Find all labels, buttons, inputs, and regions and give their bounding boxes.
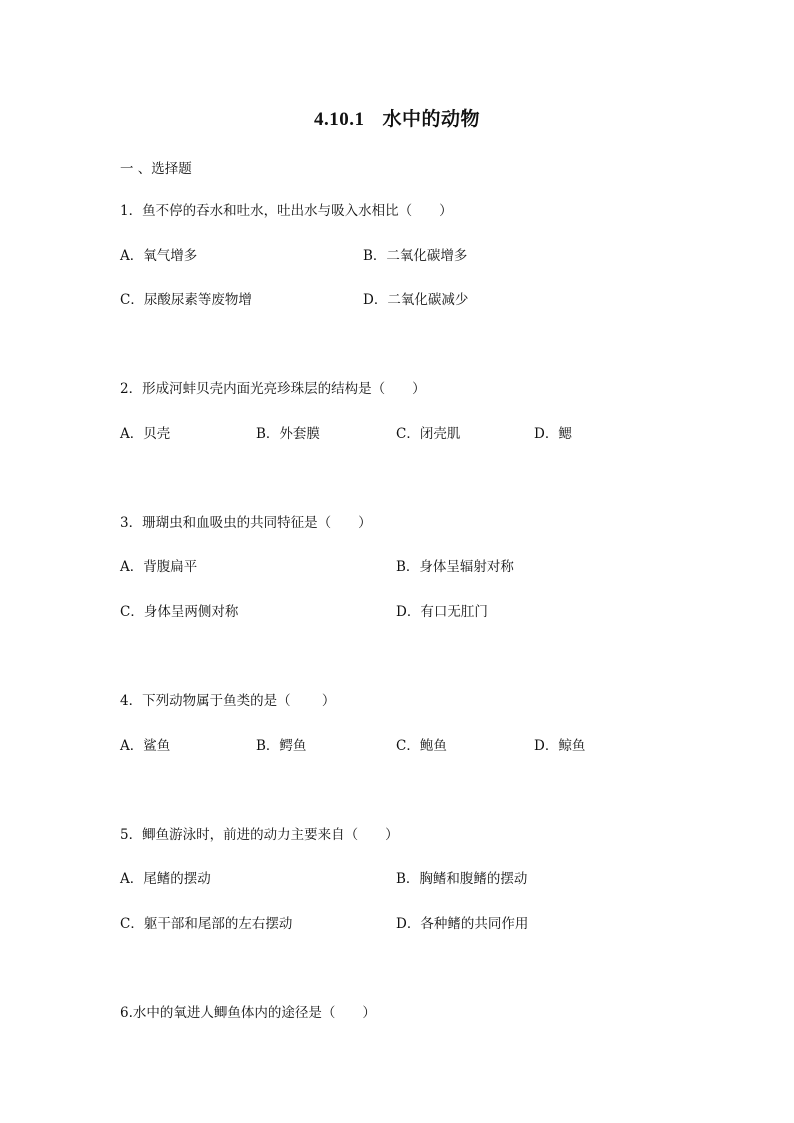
question-2-option-d: D．鳃: [534, 426, 572, 442]
question-3-option-a: A．背腹扁平: [120, 559, 198, 575]
question-1-option-a: A．氧气增多: [120, 248, 198, 264]
question-4-option-b: B．鳄鱼: [256, 738, 307, 754]
question-4-stem: 4．下列动物属于鱼类的是（ ）: [120, 693, 336, 709]
question-5-option-c: C．躯干部和尾部的左右摆动: [120, 916, 293, 932]
question-2-stem: 2．形成河蚌贝壳内面光亮珍珠层的结构是（ ）: [120, 381, 426, 397]
question-4-option-d: D．鲸鱼: [534, 738, 586, 754]
question-1-option-b: B．二氧化碳增多: [363, 248, 468, 264]
question-5-stem: 5．鲫鱼游泳时，前进的动力主要来自（ ）: [120, 827, 399, 843]
question-3-option-d: D．有口无肛门: [396, 604, 488, 620]
question-3-option-c: C．身体呈两侧对称: [120, 604, 239, 620]
title-number: 4.10.1: [313, 109, 365, 130]
question-4-option-c: C．鲍鱼: [396, 738, 447, 754]
question-5-option-a: A．尾鳍的摆动: [120, 871, 211, 887]
question-2-option-a: A．贝壳: [120, 426, 171, 442]
question-5-option-d: D．各种鳍的共同作用: [396, 916, 529, 932]
question-1-option-d: D．二氧化碳减少: [363, 292, 469, 308]
question-3-stem: 3．珊瑚虫和血吸虫的共同特征是（ ）: [120, 515, 372, 531]
question-5-option-b: B．胸鳍和腹鳍的摆动: [396, 871, 528, 887]
question-1-option-c: C．尿酸尿素等废物增: [120, 292, 252, 308]
question-4-option-a: A．鲨鱼: [120, 738, 171, 754]
question-2-option-b: B．外套膜: [256, 426, 320, 442]
question-3-option-b: B．身体呈辐射对称: [396, 559, 514, 575]
question-1-stem: 1．鱼不停的吞水和吐水，吐出水与吸入水相比（ ）: [120, 203, 453, 219]
page-title: [0, 104, 794, 131]
section-heading: 一 、选择题: [120, 161, 192, 177]
title-text: 水中的动物: [382, 108, 480, 130]
question-6-stem: 6.水中的氧进人鲫鱼体内的途径是（ ）: [120, 1005, 376, 1021]
question-2-option-c: C．闭壳肌: [396, 426, 461, 442]
